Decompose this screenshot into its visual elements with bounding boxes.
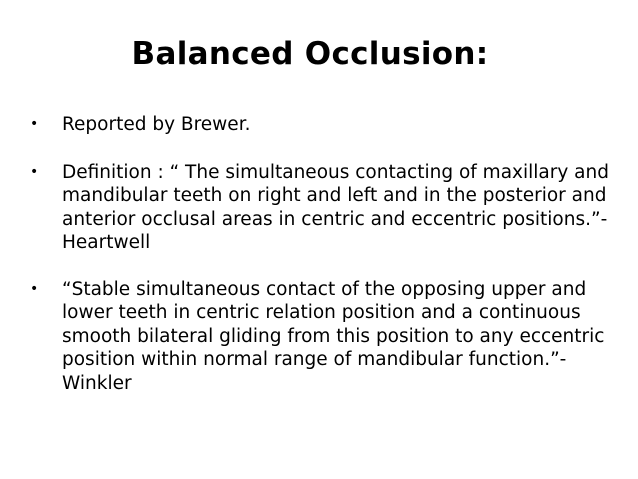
- bullet-item-reported-by: [30, 113, 610, 137]
- bullet-list: [30, 113, 610, 419]
- bullet-dot-icon: •: [30, 163, 39, 180]
- bullet-dot-icon: •: [30, 116, 39, 132]
- bullet-text: “Stable simultaneous contact of the opposing upper and lower teeth in centric relation position and a continuous smooth bilateral gliding from this position to any eccentric position within normal range of mandibular function.”- Winkler: [62, 278, 605, 394]
- bullet-dot-icon: •: [30, 280, 39, 297]
- bullet-text: Definition : “ The simultaneous contacting of maxillary and mandibular teeth on right and left and in the posterior and anterior occlusal areas in centric and eccentric positions.”- Heartwell: [62, 161, 609, 253]
- slide-title: Balanced Occlusion:: [131, 36, 489, 72]
- bullet-text: Reported by Brewer.: [62, 114, 251, 135]
- bullet-item-winkler-quote: [30, 278, 610, 396]
- bullet-item-definition: [30, 161, 610, 255]
